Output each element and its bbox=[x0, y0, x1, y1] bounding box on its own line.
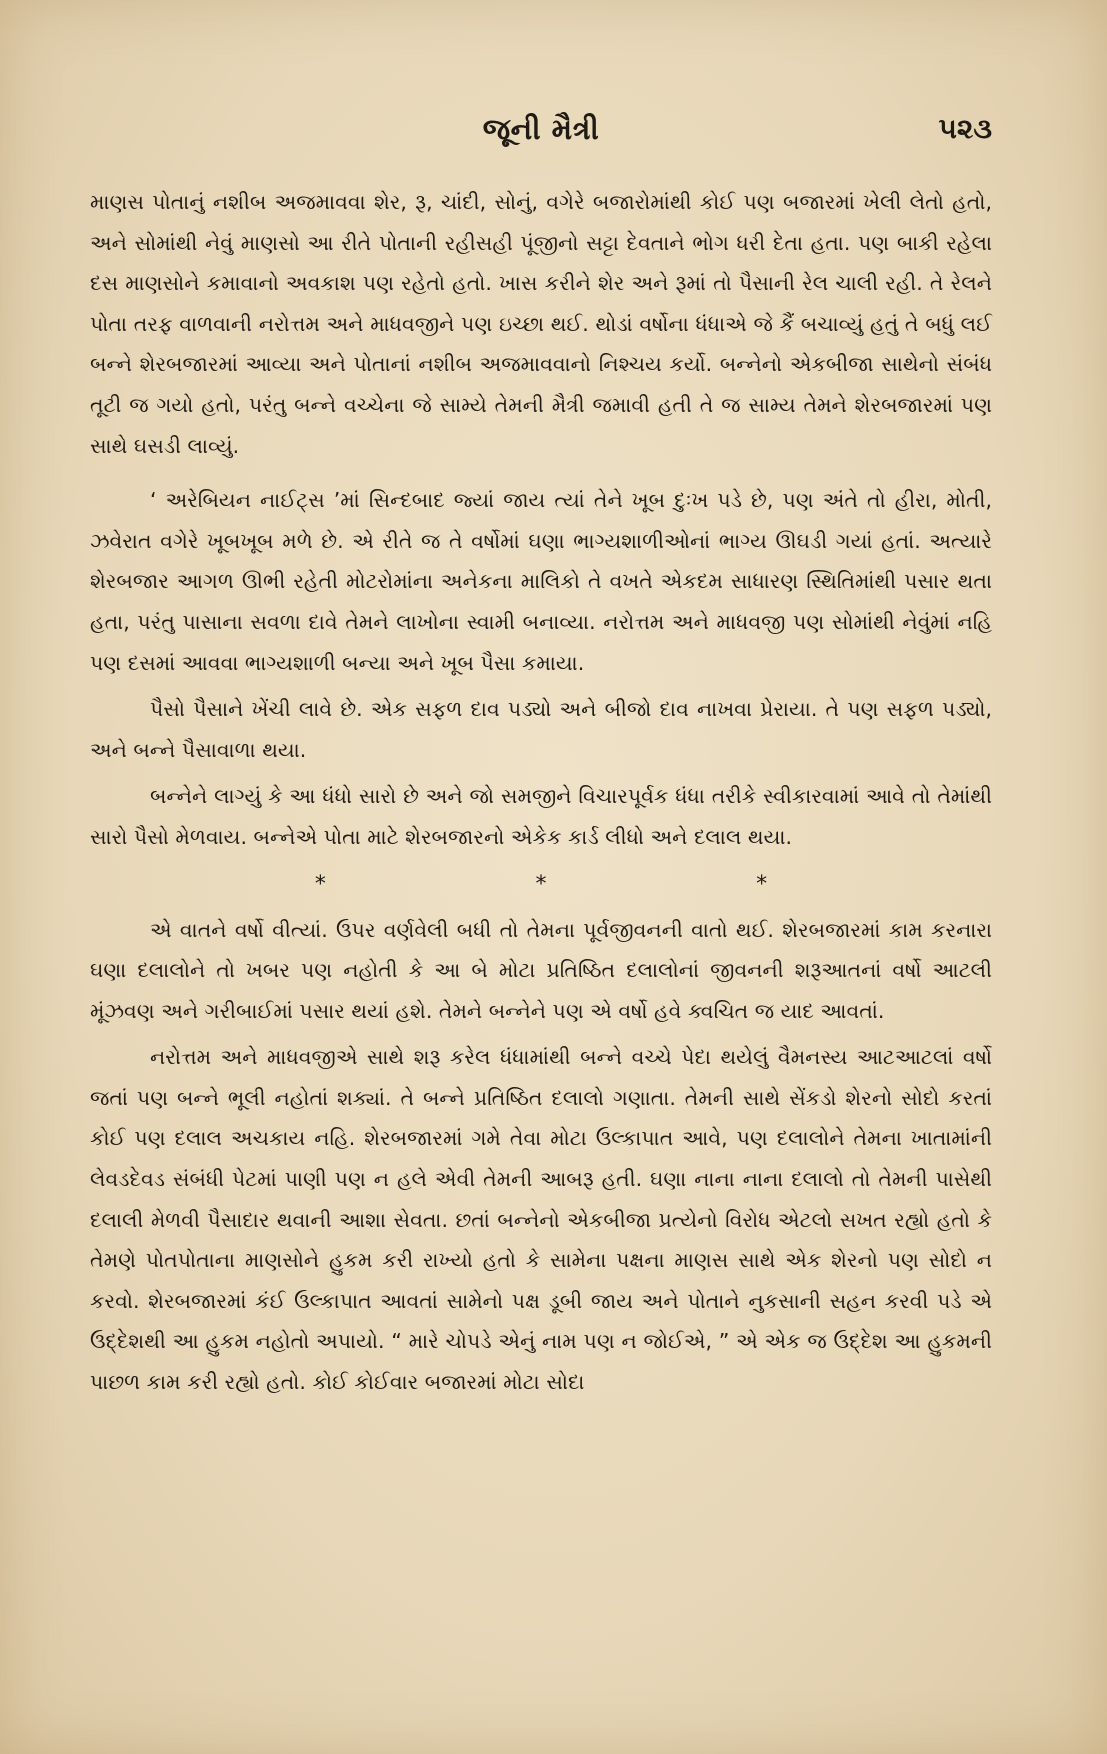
paragraph-1: માણસ પોતાનું નશીબ અજમાવવા શેર, રૂ, ચાંદી, સોનું, વગેરે બજારોમાંથી કોઈ પણ બજારમાં ખેલી લેતો હતો, અને સોમાંથી નેવું માણસો આ રીતે પોતાની રહીસહી પૂંજીનો સટ્ટા દેવતાને ભોગ ધરી દેતા હતા. પણ બાકી રહેલા દસ માણસોને કમાવાનો અવકાશ પણ રહેતો હતો. ખાસ કરીને શેર અને રૂમાં તો પૈસાની રેલ ચાલી રહી. તે રેલને પોતા તરફ વાળવાની નરોત્તમ અને માધવજીને પણ ઇચ્છા થઈ. થોડાં વર્ષોના ધંધાએ જે કૈં બચાવ્યું હતું તે બધું લઈ બન્ને શેરબજારમાં આવ્યા અને પોતાનાં નશીબ અજમાવવાનો નિશ્ચય કર્યો. બન્નેનો એકબીજા સાથેનો સંબંધ તૂટી જ ગયો હતો, પરંતુ બન્ને વચ્ચેના જે સામ્યે તેમની મૈત્રી જમાવી હતી તે જ સામ્ય તેમને શેરબજારમાં પણ સાથે ઘસડી લાવ્યું. bbox=[90, 190, 993, 458]
page-header bbox=[90, 112, 992, 162]
page-number: ૫૨૩ bbox=[938, 112, 992, 145]
paragraph-4: બન્નેને લાગ્યું કે આ ધંધો સારો છે અને જો સમજીને વિચારપૂર્વક ધંધા તરીકે સ્વીકારવામાં આવે તો તેમાંથી સારો પૈસો મેળવાય. બન્નેએ પોતા માટે શેરબજારનો એકેક કાર્ડ લીધો અને દલાલ થયા. bbox=[90, 784, 992, 849]
separator-asterisk: * bbox=[314, 871, 326, 897]
paragraph-2: ‘ અરેબિયન નાઈટ્સ ’માં સિન્દબાદ જ્યાં જાય ત્યાં તેને ખૂબ દુઃખ પડે છે, પણ અંતે તો હીરા, મોતી, ઝવેરાત વગેરે ખૂબખૂબ મળે છે. એ રીતે જ તે વર્ષોમાં ઘણા ભાગ્યશાળીઓનાં ભાગ્ય ઊઘડી ગયાં હતાં. અત્યારે શેરબજાર આગળ ઊભી રહેતી મોટરોમાંના અનેકના માલિકો તે વખતે એકદમ સાધારણ સ્થિતિમાંથી પસાર થતા હતા, પરંતુ પાસાના સવળા દાવે તેમને લાખોના સ્વામી બનાવ્યા. નરોત્તમ અને માધવજી પણ સોમાંથી નેવુંમાં નહિ પણ દસમાં આવવા ભાગ્યશાળી બન્યા અને ખૂબ પૈસા કમાયા. bbox=[90, 488, 992, 675]
section-separator bbox=[90, 870, 992, 900]
running-title: જૂની મૈત્રી bbox=[482, 112, 600, 146]
separator-asterisk: * bbox=[756, 871, 768, 897]
separator-asterisk: * bbox=[535, 871, 547, 897]
paragraph-3: પૈસો પૈસાને ખેંચી લાવે છે. એક સફળ દાવ પડ્યો અને બીજો દાવ નાખવા પ્રેરાયા. તે પણ સફળ પડ્યો, અને બન્ને પૈસાવાળા થયા. bbox=[90, 697, 992, 762]
body-text bbox=[90, 182, 992, 1403]
paragraph-5: એ વાતને વર્ષો વીત્યાં. ઉપર વર્ણવેલી બધી તો તેમના પૂર્વજીવનની વાતો થઈ. શેરબજારમાં કામ કરનારા ઘણા દલાલોને તો ખબર પણ નહોતી કે આ બે મોટા પ્રતિષ્ઠિત દલાલોનાં જીવનની શરૂઆતનાં વર્ષો આટલી મૂંઝવણ અને ગરીબાઈમાં પસાર થયાં હશે. તેમને બન્નેને પણ એ વર્ષો હવે ક્વચિત જ યાદ આવતાં. bbox=[90, 917, 992, 1023]
paragraph-6: નરોત્તમ અને માધવજીએ સાથે શરૂ કરેલ ધંધામાંથી બન્ને વચ્ચે પેદા થયેલું વૈમનસ્ય આટઆટલાં વર્ષો જતાં પણ બન્ને ભૂલી નહોતાં શક્યાં. તે બન્ને પ્રતિષ્ઠિત દલાલો ગણાતા. તેમની સાથે સેંકડો શેરનો સોદો કરતાં કોઈ પણ દલાલ અચકાય નહિ. શેરબજારમાં ગમે તેવા મોટા ઉલ્કાપાત આવે, પણ દલાલોને તેમના ખાતામાંની લેવડદેવડ સંબંધી પેટમાં પાણી પણ ન હલે એવી તેમની આબરૂ હતી. ઘણા નાના નાના દલાલો તો તેમની પાસેથી દલાલી મેળવી પૈસાદાર થવાની આશા સેવતા. છતાં બન્નેનો એકબીજા પ્રત્યેનો વિરોધ એટલો સખત રહ્યો હતો કે તેમણે પોતપોતાના માણસોને હુકમ કરી રાખ્યો હતો કે સામેના પક્ષના માણસ સાથે એક શેરનો પણ સોદો ન કરવો. શેરબજારમાં કંઈ ઉલ્કાપાત આવતાં સામેનો પક્ષ ડૂબી જાય અને પોતાને નુકસાની સહન કરવી પડે એ ઉદ્દેશથી આ હુકમ નહોતો અપાયો. “ મારે ચોપડે એનું નામ પણ ન જોઈએ, ” એ એક જ ઉદ્દેશ આ હુકમની પાછળ કામ કરી રહ્યો હતો. કોઈ કોઈવાર બજારમાં મોટા સોદા bbox=[90, 1045, 992, 1395]
